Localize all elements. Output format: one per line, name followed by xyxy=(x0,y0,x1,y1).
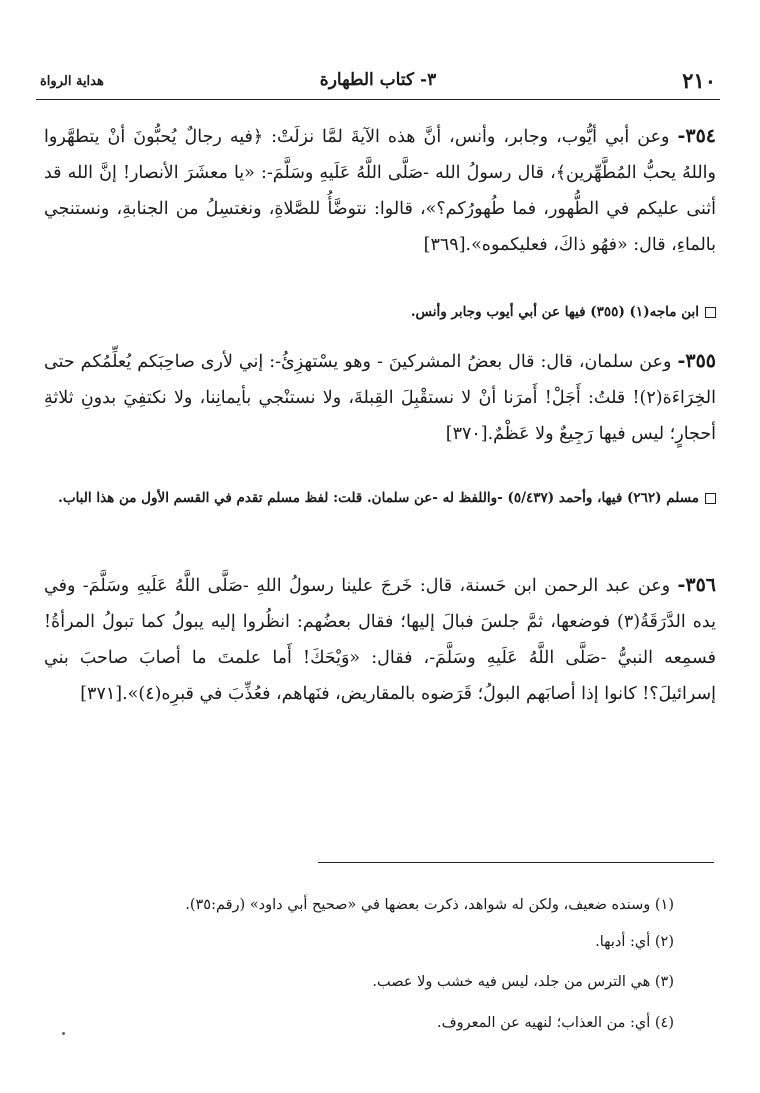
source-text: ابن ماجه(١) (٣٥٥) فيها عن أبي أيوب وجابر وأنس. xyxy=(410,304,699,320)
hadith-number: ٣٥٦- xyxy=(677,574,716,596)
footnote-2: (٢) أي: أدبها. xyxy=(595,934,674,950)
hadith-text: وعن أبي أيُّوب، وجابر، وأنس، أنَّ هذه الآيةَ لمَّا نزلَتْ: ﴿فيه رجالٌ يُحبُّونَ أنْ يتطهَّروا واللهُ يحبُّ المُطَّهِّرين﴾، قال رسولُ الله -صَلَّى اللَّهُ عَلَيهِ وسَلَّمَ-: «يا معشَرَ الأنصار! إنَّ الله قد أثنى عليكم في الطُّهور، فما طُهورُكم؟»، قالوا: نتوضَّأُ للصَّلاةِ، ونغتسِلُ من الجنابةِ، ونستنجي بالماءِ، قال: «فهُو ذاكَ، فعليكموه».[٣٦٩] xyxy=(44,127,716,255)
hadith-354 xyxy=(44,118,716,263)
footnote-4: (٤) أي: من العذاب؛ لنهيه عن المعروف. xyxy=(437,1015,674,1031)
hadith-356 xyxy=(44,567,716,712)
chapter-title: ٣- كتاب الطهارة xyxy=(319,70,437,90)
footnote-1: (١) وسنده ضعيف، ولكن له شواهد، ذكرت بعضها في «صحيح أبي داود» (رقم:٣٥). xyxy=(185,897,674,913)
running-header xyxy=(36,68,720,98)
hadith-number: ٣٥٤- xyxy=(677,125,716,147)
hadith-text: وعن سلمان، قال: قال بعضُ المشركينَ - وهو يسْتهزِئُ-: إني لأرى صاحِبَكم يُعلِّمُكم حتى الخِرَاءَة(٢)! قلتُ: أَجَلْ! أَمرَنا أنْ لا نستقْبِلَ القِبلةَ، ولا نستنْجي بأيمانِنا، ولا نكتفِيَ بدونِ ثلاثةِ أحجارٍ؛ ليس فيها رَجِيعٌ ولا عَظْمٌ.[٣٧٠] xyxy=(44,352,716,444)
hadith-text: وعن عبد الرحمن ابن حَسنة، قال: خَرجَ علينا رسولُ اللهِ -صَلَّى اللَّهُ عَلَيهِ وسَلَّمَ- وفي يده الدَّرَقَةُ(٣) فوضعها، ثمَّ جلسَ فبالَ إليها؛ فقال بعضُهم: انظُروا إليه يبولُ كما تبولُ المرأةُ! فسمِعه النبيُّ -صَلَّى اللَّهُ عَلَيهِ وسَلَّمَ-، فقال: «وَيْحَكَ! أَما علمتَ ما أصابَ صاحبَ بني إسرائيلَ؟! كانوا إذا أصابَهم البولُ؛ قَرَضوه بالمقاريض، فنَهاهم، فعُذِّبَ في قبرِه(٤)».[٣٧١] xyxy=(44,576,716,704)
hadith-355 xyxy=(44,343,716,452)
checkbox-bullet-icon xyxy=(705,493,716,504)
footnote-separator xyxy=(318,862,714,863)
header-rule xyxy=(36,99,720,100)
hadith-number: ٣٥٥- xyxy=(677,350,716,372)
footnote-3: (٣) هي الترس من جلد، ليس فيه خشب ولا عصب. xyxy=(372,974,674,990)
scan-speck xyxy=(62,1032,65,1035)
book-title: هداية الرواة xyxy=(40,74,104,89)
hadith-355-source xyxy=(44,484,716,512)
page-number: ٢١٠ xyxy=(682,68,716,93)
hadith-354-source xyxy=(44,298,716,326)
checkbox-bullet-icon xyxy=(705,307,716,318)
source-text: مسلم (٢٦٢) فيها، وأحمد (٥/٤٣٧) -واللفظ له -عن سلمان. قلت: لفظ مسلم تقدم في القسم الأول من هذا الباب. xyxy=(58,490,699,506)
